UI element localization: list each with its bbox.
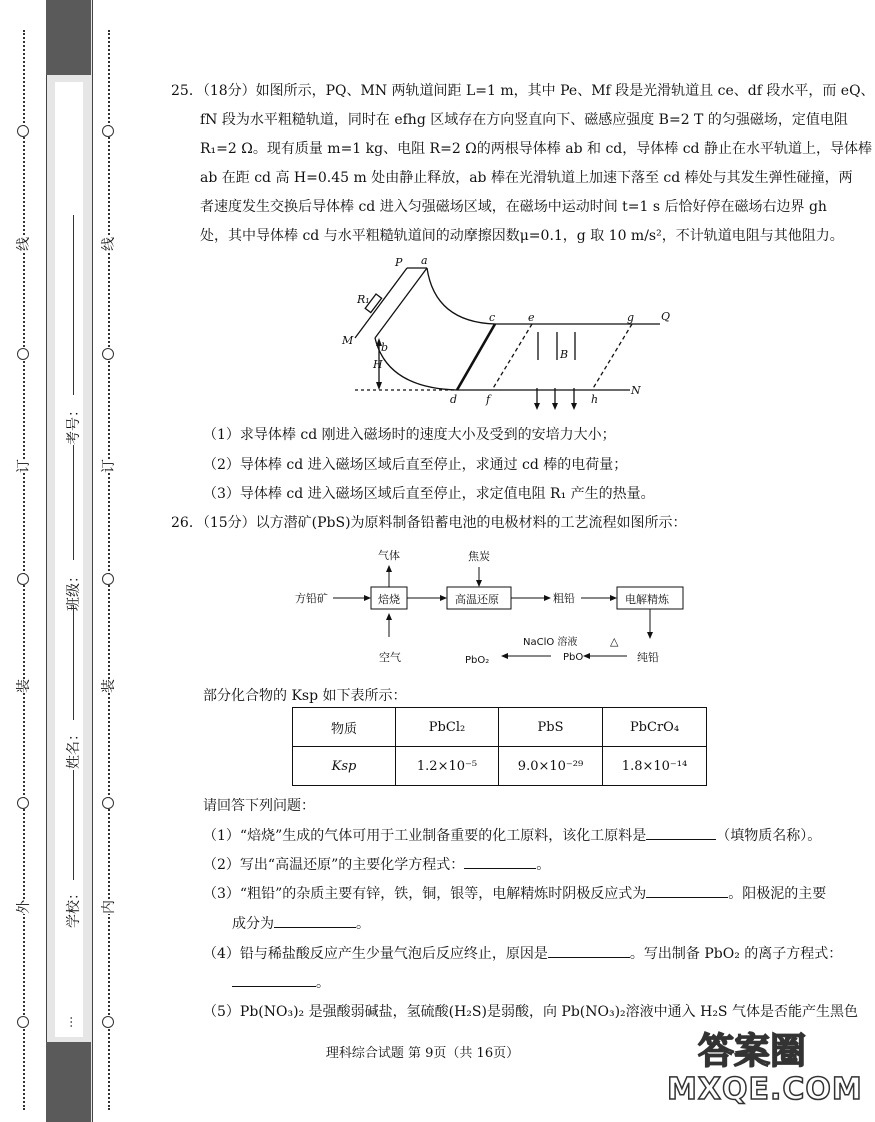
table-cell: 9.0×10⁻²⁹ [499,747,603,786]
q25-sub-3: （3）导体棒 cd 进入磁场区域后直至停止，求定值电阻 R₁ 产生的热量。 [203,486,655,502]
q25-line-3: R₁=2 Ω。现有质量 m=1 kg、电阻 R=2 Ω的两根导体棒 ab 和 cd，导体棒 cd 静止在水平轨道上，导体棒 [200,141,872,157]
process-flowchart [285,543,705,673]
flow-pure: 纯铅 [637,651,659,664]
answer-blank[interactable] [232,972,316,987]
field-class-line[interactable] [73,445,74,560]
q26-sub-3 [203,883,826,903]
q26-sub-3-cont-tail: 。 [356,916,370,932]
q26-sub-1-text: （1）“焙烧”生成的气体可用于工业制备重要的化工原料，该化工原料是 [203,828,647,844]
q26-sub-4-cont-tail: 。 [316,975,330,991]
outer-mark-zhuang: 装 [13,679,33,693]
q25-line-4: ab 在距 cd 高 H=0.45 m 处由静止释放，ab 棒在光滑轨道上加速下落至 cd 棒处与其发生弹性碰撞，两 [200,170,853,186]
flow-refine: 电解精炼 [625,593,669,606]
table-header-cell: 物质 [293,708,396,747]
q26-sub-2 [203,854,550,874]
boundary-ef [492,324,532,390]
q26-sub-4 [203,943,842,963]
rail-curve-top [427,268,495,324]
answer-blank[interactable] [464,854,536,869]
flow-ore: 方铅矿 [295,592,328,605]
circle-mark [102,125,114,137]
outer-mark-xian: 线 [13,237,33,251]
q25-line-5: 者速度发生交换后导体棒 cd 进入匀强磁场区域，在磁场中运动时间 t=1 s 后恰好停在磁场右边界 gh [200,199,827,215]
outer-dotted-line [23,30,25,1110]
q26-sub-3-cont [232,913,370,933]
watermark [667,1031,863,1116]
flow-air: 空气 [379,651,401,664]
answer-blank[interactable] [274,913,356,928]
q25-sub-2: （2）导体棒 cd 进入磁场区域后直至停止，求通过 cd 棒的电荷量； [203,457,628,473]
q25-line-6: 处，其中导体棒 cd 与水平粗糙轨道间的动摩擦因数μ=0.1，g 取 10 m/s²，不计轨道电阻与其他阻力。 [200,228,844,244]
label-f: f [486,393,491,406]
circle-mark [17,1016,29,1028]
binding-dots: … [61,1016,75,1028]
inner-dotted-line [108,30,110,1110]
label-h: h [591,393,599,406]
field-class: 班级： [66,569,82,611]
label-a: a [421,254,428,267]
flow-pbo: PbO [563,652,584,663]
circle-mark [17,348,29,360]
circle-mark [102,797,114,809]
flow-crude: 粗铅 [553,592,575,605]
table-header-cell: PbCl₂ [396,708,499,747]
label-B: B [560,348,569,361]
inner-mark-xian: 线 [98,237,118,251]
field-name-line[interactable] [73,605,74,720]
field-name: 姓名： [66,727,82,769]
ksp-intro: 部分化合物的 Ksp 如下表所示： [203,688,407,704]
field-exam-number-line[interactable] [73,215,74,395]
table-cell: Ksp [293,747,396,786]
binding-margin [0,0,135,1122]
q26-sub-4-tail: 。写出制备 PbO₂ 的离子方程式： [629,946,843,962]
outer-mark-ding: 订 [13,459,33,473]
page-footer: 理科综合试题 第 9页（共 16页） [325,1046,520,1061]
flow-roast: 焙烧 [378,593,400,606]
flow-triangle: △ [610,635,619,648]
q26-intro: 26．（15分）以方潜矿(PbS)为原料制备铅蓄电池的电极材料的工艺流程如图所示： [171,515,687,531]
q26-sub-4-cont [232,972,330,992]
boundary-gh [592,324,632,390]
q26-sub-4-text: （4）铅与稀盐酸反应产生少量气泡后反应终止，原因是 [203,946,548,962]
flow-coke: 焦炭 [468,550,490,563]
q25-line-1: 25．（18分）如图所示，PQ、MN 两轨道间距 L=1 m，其中 Pe、Mf 段是光滑轨道且 ce、df 段水平，而 eQ、 [171,83,875,99]
label-g: g [627,311,635,324]
label-e: e [528,311,535,324]
q26-sub-3-text: （3）“粗铅”的杂质主要有锌，铁，铜，银等，电解精炼时阴极反应式为 [203,886,647,902]
table-cell: 1.8×10⁻¹⁴ [603,747,707,786]
ksp-table [292,707,707,786]
q26-sub-1-tail: （填物质名称）。 [716,828,822,844]
field-school: 学校： [66,886,82,928]
table-cell: 1.2×10⁻⁵ [396,747,499,786]
q26-sub-3-tail: 。阳极泥的主要 [728,886,827,902]
rod-cd [457,324,495,390]
outer-mark-wai: 外 [13,900,33,914]
label-P: P [395,256,403,269]
label-d: d [450,393,458,406]
watermark-bottom: MXQE.COM [667,1072,863,1107]
field-school-line[interactable] [73,770,74,880]
q25-line-2: fN 段为水平粗糙轨道，同时在 efhg 区域存在方向竖直向下、磁感应强度 B=2 T 的匀强磁场，定值电阻 [200,112,848,128]
label-c: c [489,311,496,324]
rail-ab [375,268,427,338]
q26-sub-1 [203,825,821,845]
label-R1: R₁ [357,293,370,306]
label-b: b [381,341,389,354]
inner-mark-ding: 订 [98,459,118,473]
inner-mark-zhuang: 装 [98,679,118,693]
q26-sub-3-cont-text: 成分为 [232,916,274,932]
circle-mark [102,573,114,585]
flow-naclo: NaClO 溶液 [523,637,578,648]
answer-prompt: 请回答下列问题： [203,798,315,814]
answer-blank[interactable] [646,825,716,840]
circle-mark [17,125,29,137]
circle-mark [17,797,29,809]
binding-band-top [46,0,91,75]
flow-pbo2: PbO₂ [465,655,490,666]
flow-reduce: 高温还原 [455,593,499,606]
rail-diagram [335,252,671,412]
circle-mark [102,1016,114,1028]
answer-blank[interactable] [646,883,728,898]
q26-sub-2-tail: 。 [536,857,551,873]
table-row [293,747,707,786]
circle-mark [102,348,114,360]
table-header-cell: PbCrO₄ [603,708,707,747]
table-header-row [293,708,707,747]
label-M: M [342,334,354,347]
label-N: N [631,384,641,397]
label-H: H [373,358,383,371]
q25-sub-1: （1）求导体棒 cd 刚进入磁场时的速度大小及受到的安培力大小； [203,427,616,443]
table-header-cell: PbS [499,708,603,747]
circle-mark [17,573,29,585]
q26-sub-5: （5）Pb(NO₃)₂ 是强酸弱碱盐，氢硫酸(H₂S)是弱酸，向 Pb(NO₃)₂溶液中通入 H₂S 气体是否能产生黑色 [203,1004,858,1020]
flow-gas: 气体 [378,549,400,562]
label-Q: Q [661,310,671,323]
watermark-top: 答案圈 [697,1031,806,1072]
field-exam-number: 考号： [66,403,82,445]
inner-mark-nei: 内 [98,900,118,914]
answer-blank[interactable] [548,943,630,958]
q26-sub-2-text: （2）写出“高温还原”的主要化学方程式： [203,857,465,873]
